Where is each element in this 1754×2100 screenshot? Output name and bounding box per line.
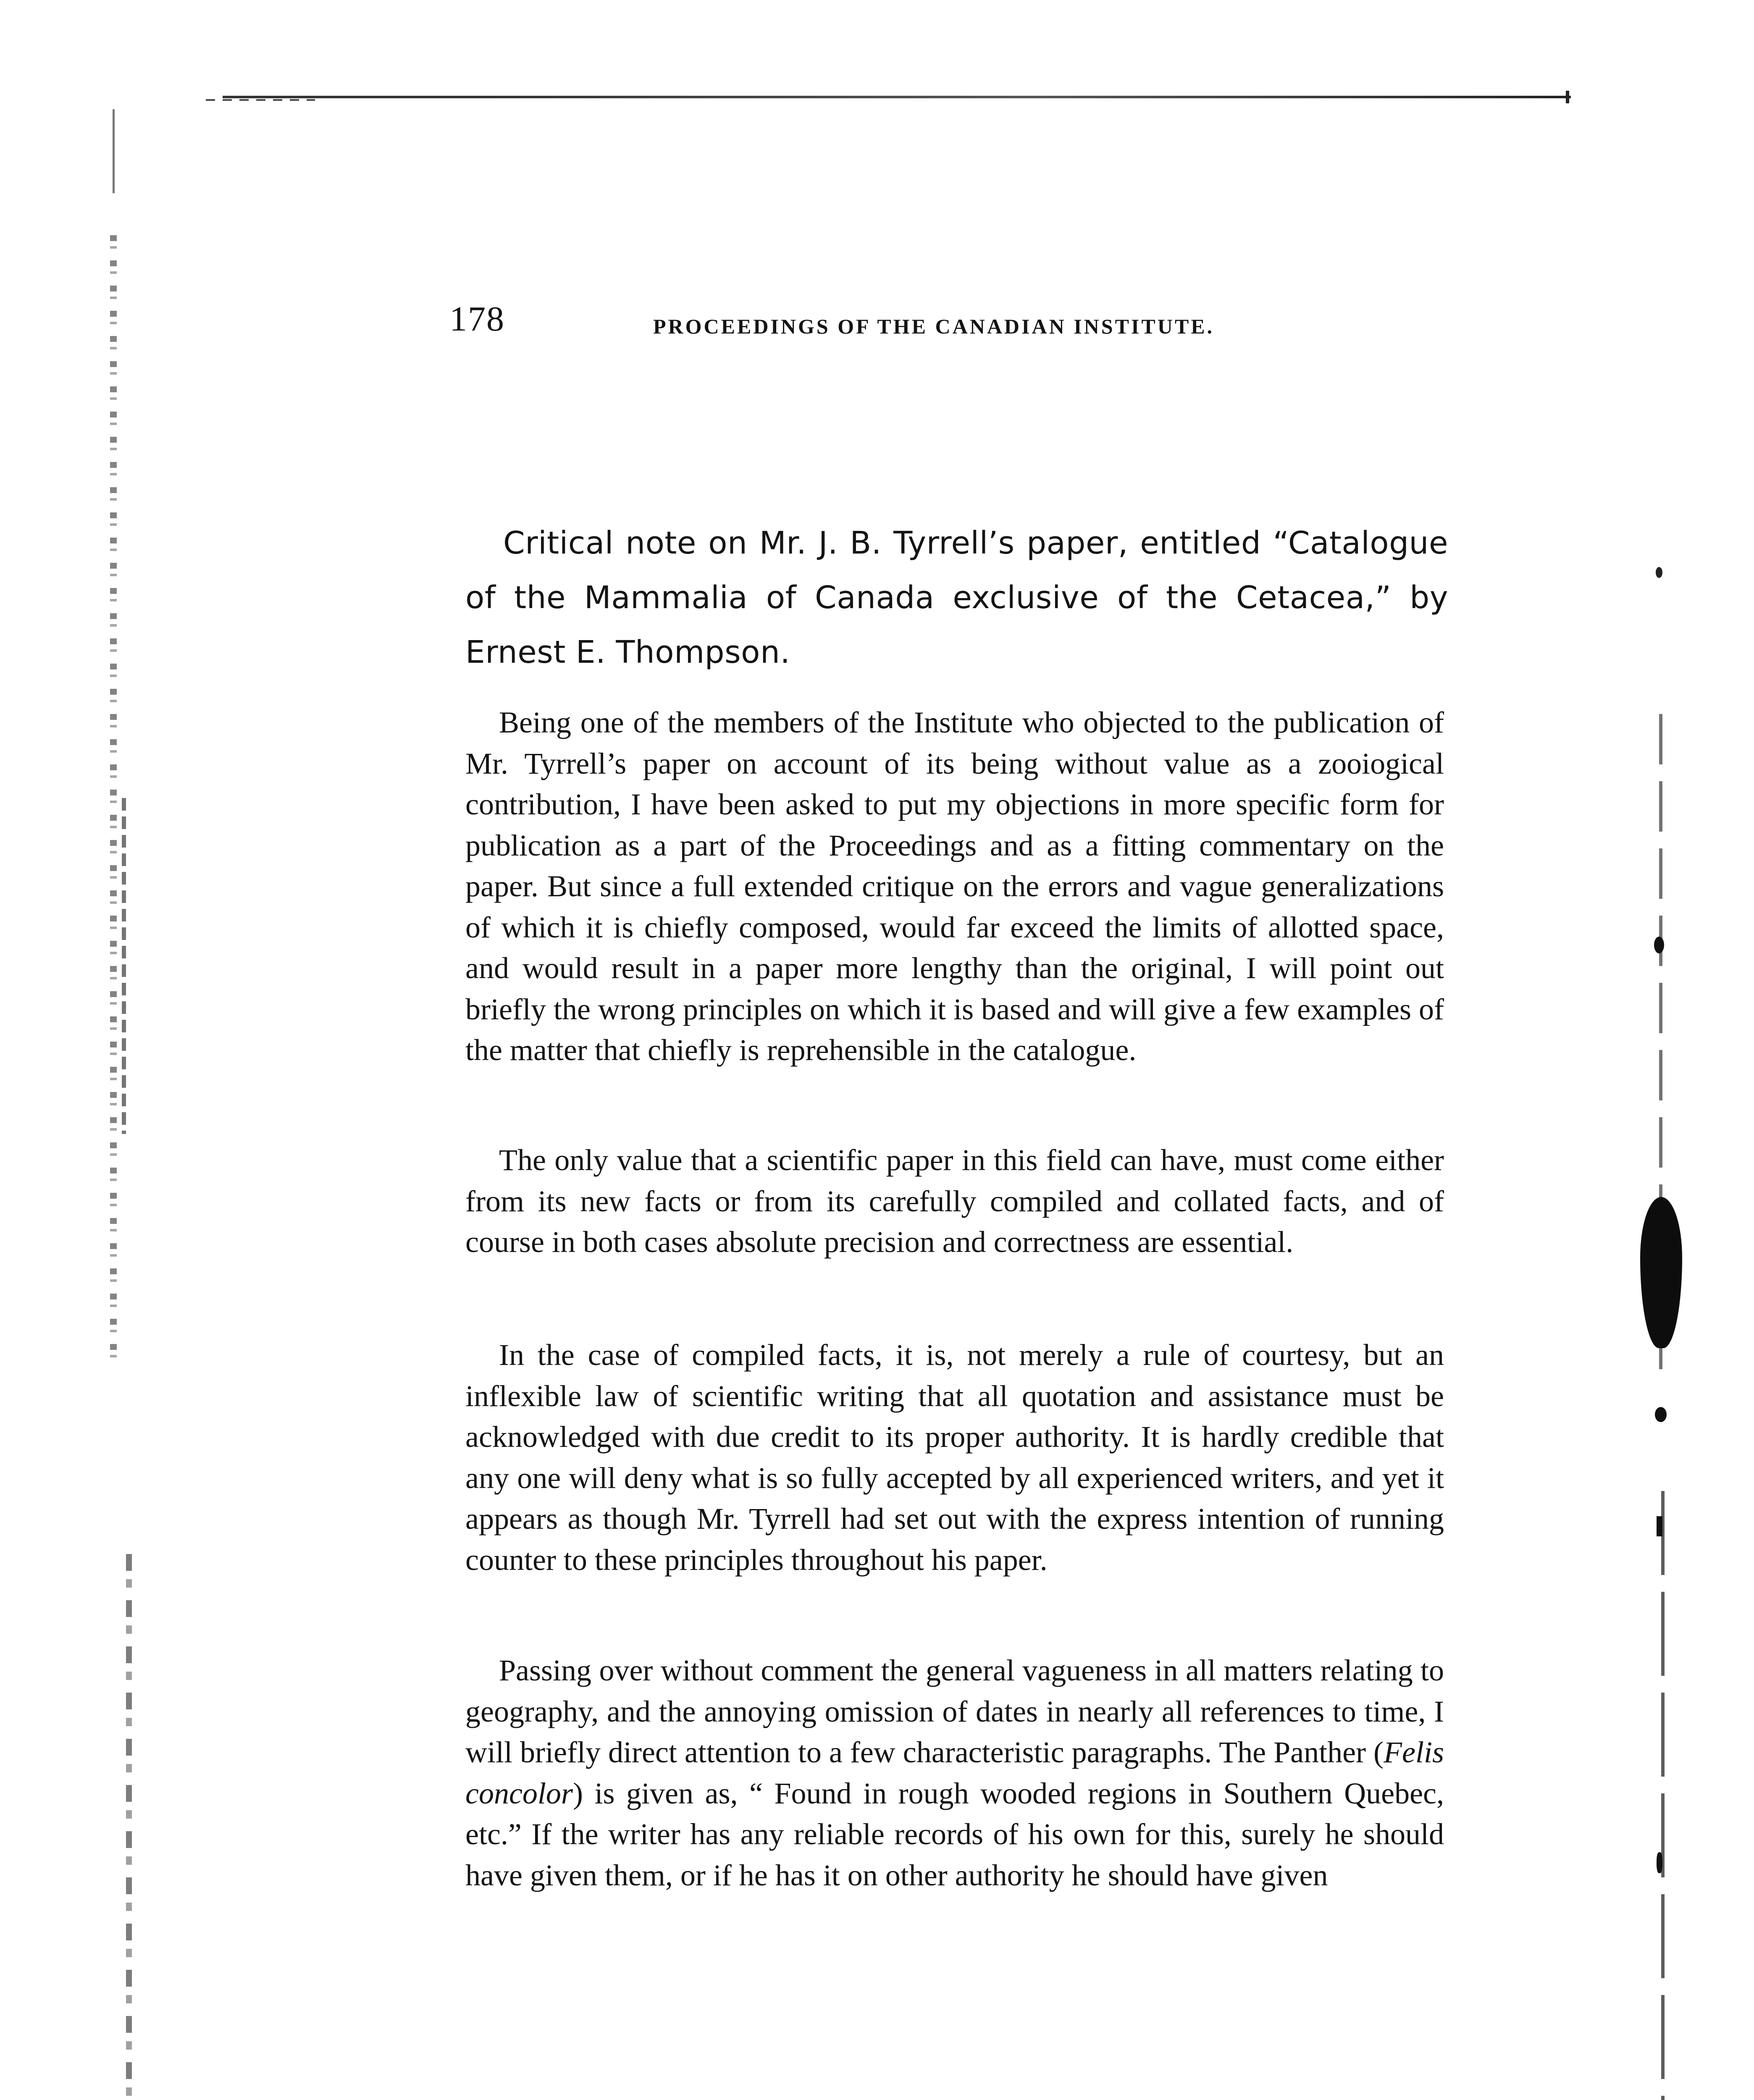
scan-border-top	[223, 96, 1571, 98]
scan-left-edge-mark	[113, 109, 115, 193]
ink-spot	[1654, 937, 1664, 953]
ink-blot	[1640, 1197, 1682, 1348]
body-paragraph: The only value that a scientific paper in this field can have, must come either from its new facts or from its carefully compiled and collated facts, and of course in both cases absolute precision and correctness are essential.	[465, 1143, 1444, 1259]
scan-border-top-dashes	[206, 99, 315, 101]
species-name: Felis concolor	[465, 1735, 1444, 1810]
article-title: Critical note on Mr. J. B. Tyrrell’s paper, entitled “Catalogue of the Mammalia of Canada exclusive of the Cetacea,” by Ernest E. Thompson.	[465, 525, 1448, 670]
body-paragraph	[465, 1650, 1444, 1896]
scan-border-corner	[1566, 91, 1569, 103]
scan-right-edge-line-lower	[1661, 1491, 1665, 2100]
paragraph-text: ) is given as, “ Found in rough wooded regions in Southern Quebec, etc.” If the writer has any reliable records of his own for this, surely he should have given them, or if he has it on other authority he should have given	[465, 1776, 1444, 1892]
scan-left-edge-noise	[110, 235, 117, 1369]
ink-spot	[1655, 1407, 1667, 1422]
scan-left-edge-noise-lower	[126, 1554, 132, 2100]
body-paragraph: In the case of compiled facts, it is, not merely a rule of courtesy, but an inflexible law of scientific writing that all quotation and assistance must be acknowledged with due credit to its proper authority. It is hardly credible that any one will deny what is so fully accepted by all experienced writers, and yet it appears as though Mr. Tyrrell had set out with the express intention of running counter to these principles throughout his paper.	[465, 1338, 1444, 1577]
ink-spot	[1657, 1516, 1662, 1536]
ink-spot	[1657, 1852, 1662, 1873]
paragraph-text: Passing over without comment the general vagueness in all matters relating to geography, and the annoying omission of dates in nearly all references to time, I will briefly direct attention to a few characteristic paragraphs. The Panther (	[465, 1654, 1444, 1769]
body-paragraph: Being one of the members of the Institute who objected to the publication of Mr. Tyrrell’s paper on account of its being without value as a zooiogical contribution, I have been asked to put my objections in more specific form for publication as a part of the Proceedings and as a fitting commentary on the paper. But since a full extended critique on the errors and vague generalizations of which it is chiefly composed, would far exceed the limits of allotted space, and would result in a paper more lengthy than the original, I will point out briefly the wrong principles on which it is based and will give a few examples of the matter that chiefly is reprehensible in the catalogue.	[465, 706, 1444, 1067]
page-number: 178	[449, 299, 505, 339]
running-head: PROCEEDINGS OF THE CANADIAN INSTITUTE.	[653, 315, 1215, 338]
ink-spot	[1656, 567, 1662, 578]
scan-left-edge-noise-dark	[122, 798, 126, 1134]
